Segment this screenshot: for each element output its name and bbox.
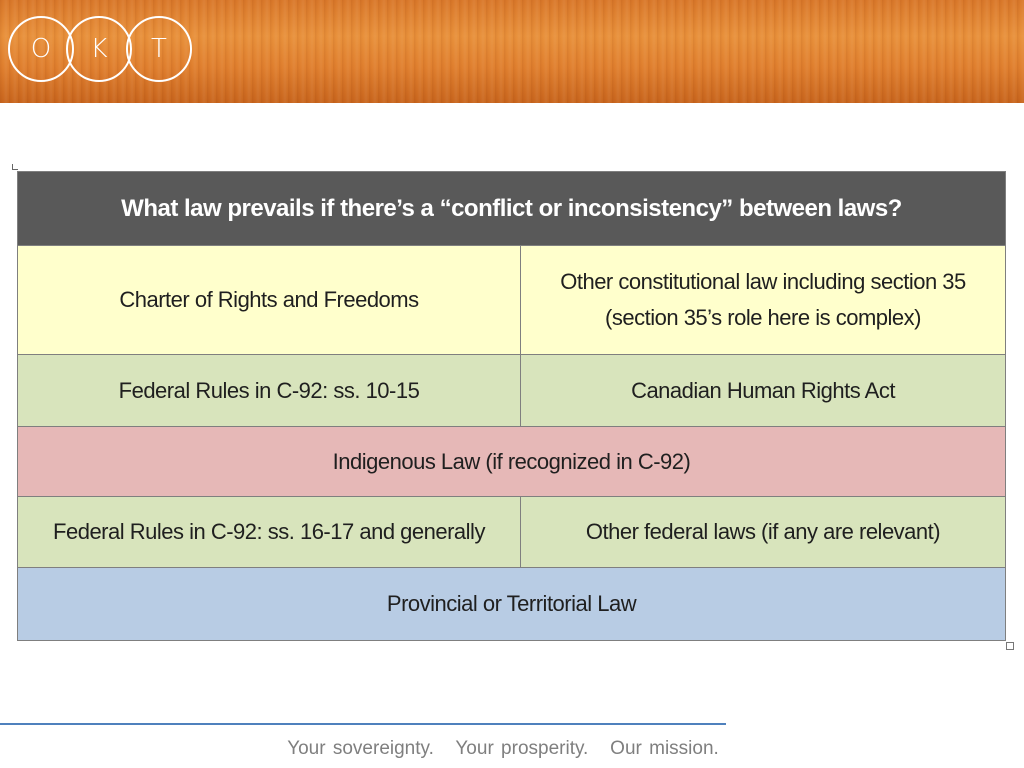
logo-ring-o: O [8,16,74,82]
constitutional-law-line2: (section 35’s role here is complex) [605,305,921,330]
provincial-law-cell: Provincial or Territorial Law [18,568,1006,641]
charter-cell [18,246,521,355]
constitutional-law-cell [521,246,1006,355]
charter-label: Charter of Rights and Freedoms [119,287,419,312]
federal-rules-16-17-cell: Federal Rules in C-92: ss. 16-17 and generally [18,497,521,568]
okt-logo [8,16,198,90]
federal-rules-10-15-cell: Federal Rules in C-92: ss. 10-15 [18,355,521,427]
table-row [18,568,1006,641]
table-row [18,497,1006,568]
table-anchor-top-left [12,164,18,170]
human-rights-act-cell: Canadian Human Rights Act [521,355,1006,427]
footer-divider [0,723,726,725]
header-banner [0,0,1024,103]
table-row [18,355,1006,427]
logo-ring-t: T [126,16,192,82]
table-row [18,427,1006,497]
table-resize-handle[interactable] [1006,642,1014,650]
constitutional-law-line1: Other constitutional law including section 35 [560,269,966,294]
law-hierarchy-table [17,171,1006,641]
logo-ring-k: K [66,16,132,82]
indigenous-law-cell: Indigenous Law (if recognized in C-92) [18,427,1006,497]
table-title: What law prevails if there’s a “conflict or inconsistency” between laws? [18,172,1006,246]
table-row [18,246,1006,355]
other-federal-laws-cell: Other federal laws (if any are relevant) [521,497,1006,568]
footer-tagline: Your sovereignty. Your prosperity. Our mission. [287,738,719,759]
